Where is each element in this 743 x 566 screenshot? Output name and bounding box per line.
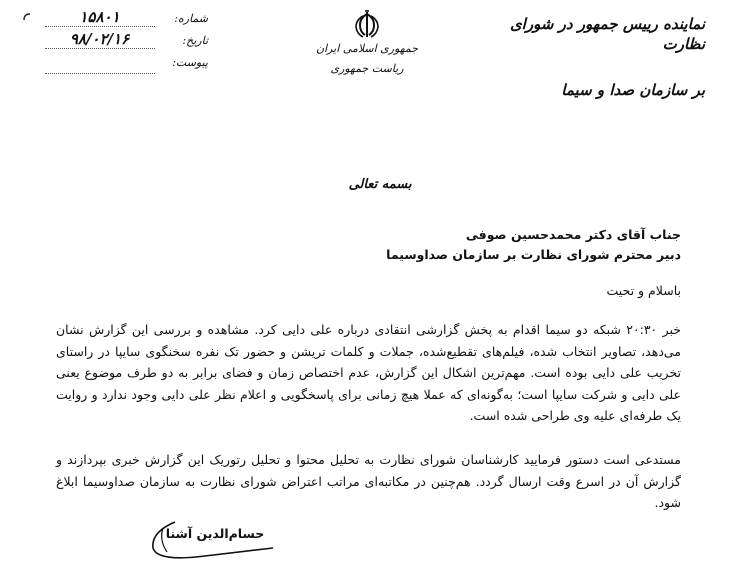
- reference-number-row: [18, 8, 208, 30]
- recipient-name: جناب آقای دکتر محمدحسین صوفی: [465, 227, 681, 242]
- reference-date-row: [18, 30, 208, 52]
- basmala: بسمه تعالی: [348, 177, 412, 192]
- letterhead-office-line1: نماینده رییس جمهور در شورای نظارت: [509, 15, 705, 53]
- signature-name: حسام‌الدین آشنا: [165, 526, 265, 541]
- addressee-block: [261, 225, 681, 265]
- reference-attachment-label: پیوست:: [172, 56, 208, 69]
- emblem-block: [312, 10, 422, 76]
- reference-number-label: شماره:: [174, 12, 208, 25]
- greeting: باسلام و تحیت: [606, 283, 681, 298]
- letterhead-office-line2: بر سازمان صدا و سیما: [561, 81, 705, 99]
- recipient-title: دبیر محترم شورای نظارت بر سازمان صداوسیما: [386, 247, 681, 262]
- body-paragraph-1: خبر ۲۰:۳۰ شبکه دو سیما اقدام به پخش گزارشی انتقادی درباره علی دایی کرد. مشاهده و بررسی این گزارش نشان می‌دهد، تصاویر انتخاب شده، فیلم‌های تقطیع‌شده، جملات و کلمات تریشن و حضور تک نفره سخنگوی سایپا در راستای تخریب علی دایی بوده است. مهم‌ترین اشکال این گزارش، عدم اختصاص زمان و فضای برابر به دو طرف موضوع یعنی علی دایی و شرکت سایپا است؛ به‌گونه‌ای که عملا هیچ زمانی برای پاسخگویی و اعلام نظر علی دایی وجود ندارد و روایت یک طرفه‌ای علیه وی طراحی شده است.: [56, 322, 681, 423]
- iran-emblem-icon: [354, 10, 380, 40]
- reference-date-value: ۹۸/۰۲/۱۶: [45, 30, 155, 49]
- reference-number-value: ۱۵۸۰۱: [45, 8, 155, 27]
- signature-block: [145, 518, 295, 564]
- reference-attachment-value: [45, 55, 155, 74]
- reference-attachment-row: [18, 52, 208, 74]
- body-paragraph-2: مستدعی است دستور فرمایید کارشناسان شورای نظارت به تحلیل محتوا و تحلیل رتوریک این گزارش خبری بپردازند و گزارش آن در اسرع وقت ارسال گردد. هم‌چنین در مکاتبه‌ای مراتب اعتراض شورای نظارت به سازمان صداوسیما ابلاغ شود.: [56, 452, 681, 510]
- reference-date-label: تاریخ:: [182, 34, 208, 47]
- emblem-country: جمهوری اسلامی ایران: [315, 42, 419, 55]
- letterhead: [465, 14, 705, 100]
- reference-block: [18, 8, 208, 74]
- emblem-institution: ریاست جمهوری: [330, 62, 404, 75]
